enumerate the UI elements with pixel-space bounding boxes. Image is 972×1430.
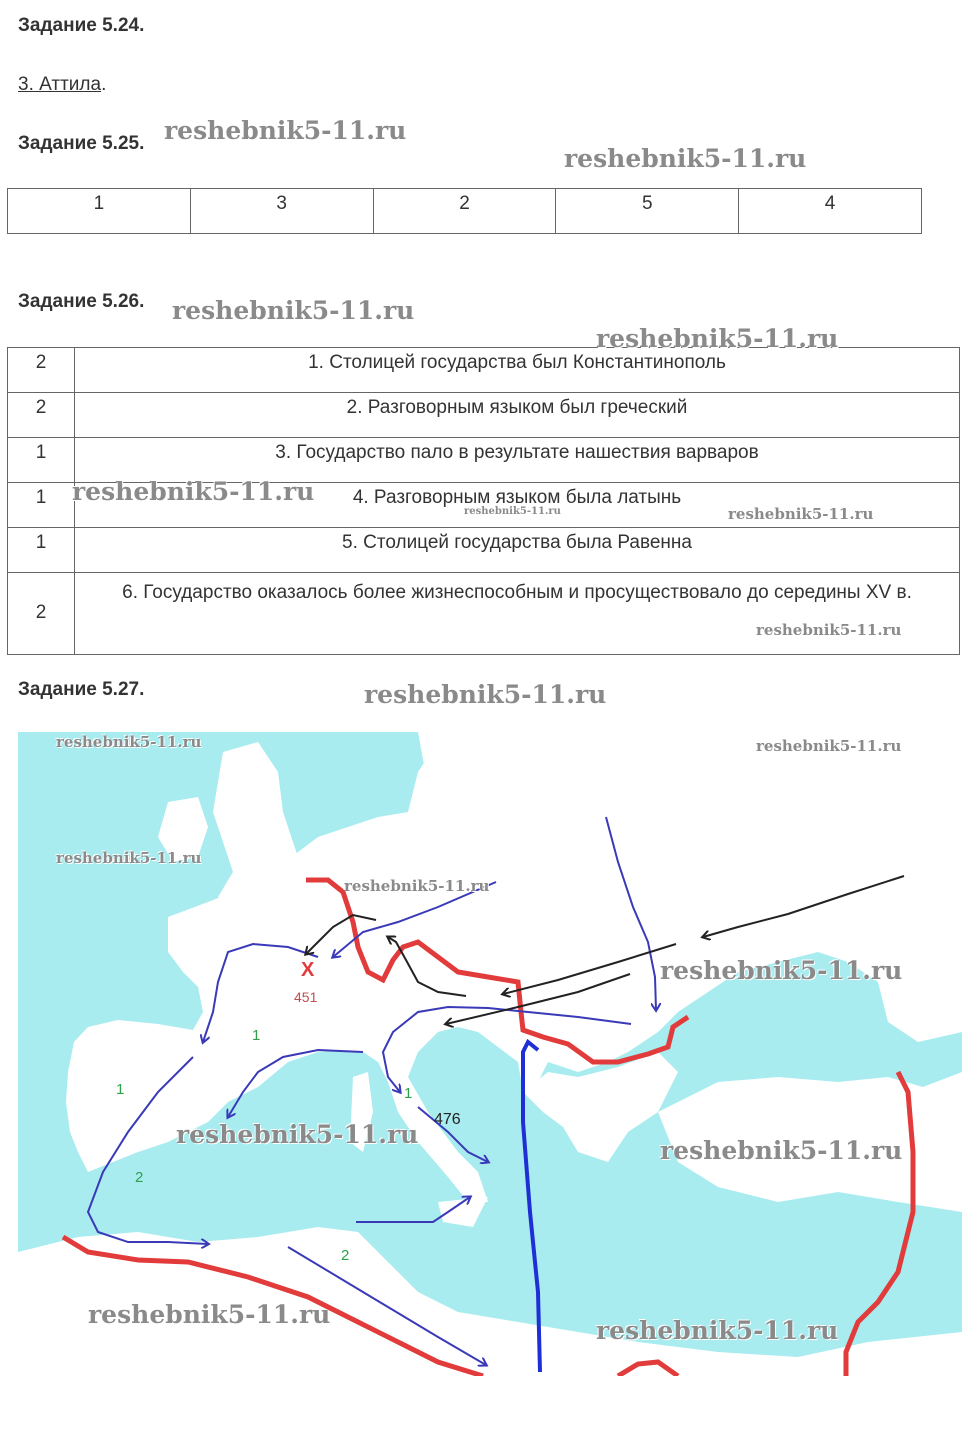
table-row <box>8 573 960 655</box>
row-text: 4. Разговорным языком была латынь <box>75 483 960 528</box>
route-number-label: 1 <box>252 1027 261 1044</box>
task-5-24-title: Задание 5.24. <box>18 15 145 36</box>
table-cell: 5 <box>556 189 739 234</box>
route-number-label: 1 <box>116 1081 125 1098</box>
row-text: 5. Столицей государства была Равенна <box>75 528 960 573</box>
table-cell: 4 <box>739 189 922 234</box>
watermark: reshebnik5-11.ru <box>56 733 202 751</box>
europe-map <box>18 732 962 1376</box>
row-number: 1 <box>8 438 75 483</box>
table-row <box>8 348 960 393</box>
watermark: reshebnik5-11.ru <box>756 621 902 639</box>
watermark: reshebnik5-11.ru <box>88 1300 331 1329</box>
route-number-label: 2 <box>341 1247 350 1264</box>
watermark: reshebnik5-11.ru <box>464 506 561 517</box>
route-number-label: 1 <box>404 1085 413 1102</box>
row-text: 3. Государство пало в результате нашествия варваров <box>75 438 960 483</box>
watermark: reshebnik5-11.ru <box>564 144 807 173</box>
battle-mark: X <box>301 959 315 981</box>
row-text: 2. Разговорным языком был греческий <box>75 393 960 438</box>
watermark: reshebnik5-11.ru <box>660 1136 903 1165</box>
row-number: 1 <box>8 483 75 528</box>
watermark: reshebnik5-11.ru <box>728 505 874 523</box>
watermark: reshebnik5-11.ru <box>756 737 902 755</box>
row-number: 2 <box>8 348 75 393</box>
route-number-label: 2 <box>135 1169 144 1186</box>
table-row <box>8 483 960 528</box>
table-row <box>8 438 960 483</box>
table-row <box>8 528 960 573</box>
watermark: reshebnik5-11.ru <box>660 956 903 985</box>
row-text: 6. Государство оказалось более жизнеспособным и просуществовало до середины XV в. <box>75 573 960 655</box>
row-text: 1. Столицей государства был Константинополь <box>75 348 960 393</box>
answer-text: 3. Аттила <box>18 74 102 95</box>
task-5-24-answer <box>18 74 106 96</box>
watermark: reshebnik5-11.ru <box>364 680 607 709</box>
table-row <box>8 189 922 234</box>
watermark: reshebnik5-11.ru <box>596 1316 839 1345</box>
row-number: 1 <box>8 528 75 573</box>
task-5-26-title: Задание 5.26. <box>18 291 145 312</box>
watermark: reshebnik5-11.ru <box>596 324 839 353</box>
watermark: reshebnik5-11.ru <box>164 116 407 145</box>
table-row <box>8 393 960 438</box>
watermark: reshebnik5-11.ru <box>172 296 415 325</box>
row-number: 2 <box>8 393 75 438</box>
task-5-27-title: Задание 5.27. <box>18 679 145 700</box>
table-cell: 3 <box>190 189 373 234</box>
row-number: 2 <box>8 573 75 655</box>
battle-year-label: 451 <box>294 989 318 1005</box>
task-5-25-title: Задание 5.25. <box>18 133 145 154</box>
answer-period: . <box>101 74 107 95</box>
watermark: reshebnik5-11.ru <box>344 877 490 895</box>
watermark: reshebnik5-11.ru <box>72 477 315 506</box>
fall-year-label: 476 <box>434 1111 461 1128</box>
table-cell: 2 <box>373 189 556 234</box>
watermark: reshebnik5-11.ru <box>176 1120 419 1149</box>
task-5-25-table <box>7 188 922 234</box>
watermark: reshebnik5-11.ru <box>56 849 202 867</box>
table-cell: 1 <box>8 189 191 234</box>
task-5-26-table <box>7 347 960 655</box>
